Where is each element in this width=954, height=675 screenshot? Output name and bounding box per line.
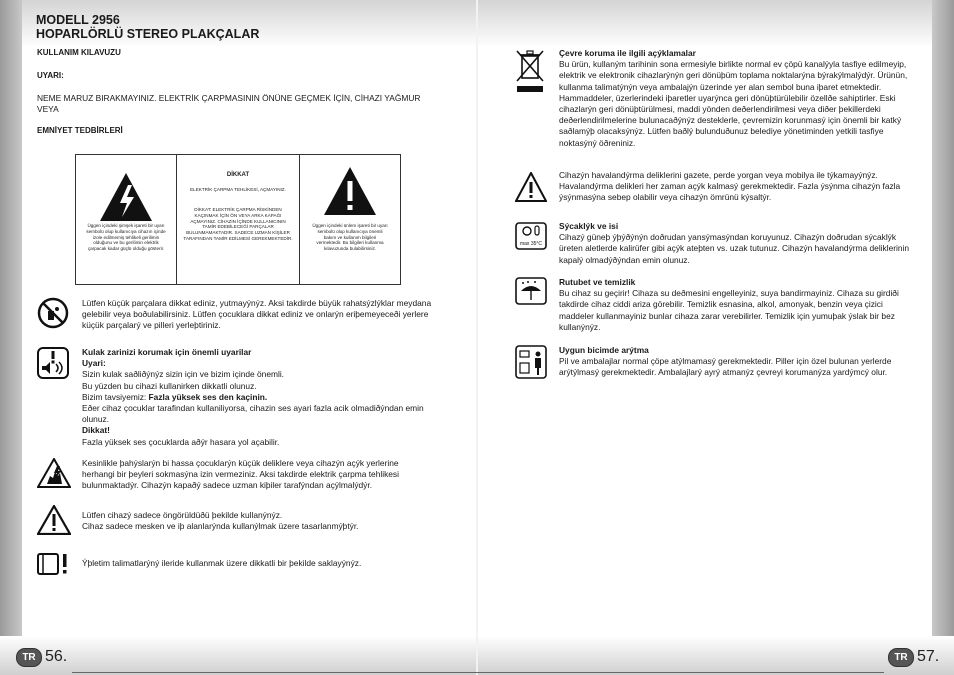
warning-triangle-icon bbox=[37, 505, 71, 535]
environment-heading: Çevre koruma ile ilgili açýklamalar bbox=[559, 48, 696, 58]
hearing-line3-prefix: Bizim tavsiyemiz: bbox=[82, 391, 149, 402]
page-number-right: 57. bbox=[917, 648, 940, 665]
left-page-badge bbox=[16, 646, 67, 668]
lightning-description: Üggen içindeki şimşek işareti bir uyarı sembolü olup kullanıcıya cihazın içinde izole edilmemiş tehlikeli gerilimin olduğunu ve bu gerilimin elektrik çarpacak kadar güçlü olduğu gösterir. bbox=[86, 223, 166, 252]
caution-cell-left bbox=[76, 155, 177, 284]
hearing-line3-bold: Fazla yüksek ses den kaçinin. bbox=[148, 391, 268, 402]
moisture-block bbox=[559, 277, 919, 333]
crossed-bin-icon bbox=[515, 48, 545, 94]
manual-book-icon bbox=[37, 552, 71, 576]
moisture-icon bbox=[515, 277, 547, 305]
hearing-warning-icon bbox=[37, 347, 69, 379]
heat-text: Cihazý güneþ ýþýðýnýn doðrudan yansýmasýndan koruyunuz. Cihazýn doðrudan sýcaklýk üreten aletlerde kalirüfer gibi açýk ateþten vs. uzak tutunuz. Cihazýn havalandýrma deliklerinin kapalý olmadýðýndan emin olunuz. bbox=[559, 232, 910, 265]
exclamation-description: Üggen içindeki ünlem işareti bir uyarı sembolü olup kullanıcıya önemli bakım ve kullanım bilgileri vermektedir. Bu bilgileri kullanma kılavuzunda bulabilirsiniz. bbox=[312, 223, 388, 252]
usage-line1: Lütfen cihazý sadece öngörüldüðü þekilde kullanýnýz. bbox=[82, 510, 283, 520]
right-page-badge bbox=[888, 646, 939, 668]
caution-line2: DİKKAT: ELEKTRİK ÇARPMA RİSKİNDEN KAÇINMAK İÇİN ÖN VEYA ARKA KAPAĞI AÇMAYINIZ. CİHAZIN İÇİNDE KULLANICININ TAMİR EDEBİLECEĞİ PARÇALAR BULUNMAMAKTADIR. SADECE UZMAN KİŞİLER TARAFINDAN TAMİR EDİLMESİ GEREKMEKTEDİR. bbox=[183, 207, 293, 241]
disposal-block bbox=[559, 345, 919, 379]
caution-cell-right bbox=[300, 155, 400, 284]
right-gutter bbox=[932, 0, 954, 675]
hearing-block bbox=[82, 347, 437, 448]
hearing-heading: Kulak zarinizi korumak için önemli uyarilar bbox=[82, 347, 252, 357]
title-model: MODELL 2956 bbox=[36, 13, 120, 27]
page-title bbox=[36, 13, 259, 41]
child-hand-icon bbox=[37, 458, 71, 488]
safety-label: EMNİYET TEDBİRLERİ bbox=[37, 126, 123, 135]
hearing-line4: Eðer cihaz çocuklar tarafindan kullaniliyorsa, cihazin ses ayari fazla acik olmadiðýndan emin olunuz. bbox=[82, 403, 424, 425]
disposal-heading: Uygun bicimde arýtma bbox=[559, 345, 649, 355]
left-gutter bbox=[0, 0, 22, 675]
environment-text: Bu ürün, kullaným tarihinin sona ermesiyle birlikte normal ev çöpü kanalýyla tasfiye edilmeyip, elektrik ve elektronik cihazlarýnýn geri dönüþüm toplama noktalarýna býrakýlmalýdýr. Ürünün, kullanma talimatýnýn veya ambalajýn üzerinde yer alan sembol buna iþaret etmektedir. Hammaddeler, üzerlerindeki iþaretler uyarýnca geri dönüþtürülebilir özellðe sahiptirler. Eski cihazlarýn geri dönüþtürülmesi, maddi yönden deðerlendirilmesi veya diðer þekillerdeki deðerlendirilmelerine bulunacaðýnýz desteklerle, çevremizin korunmasý için önemli bir katký saðlamýþ olacaksýnýz. Lütfen baðlý bulunduðunuz belediye yönetiminden yetkili tasfiye noktasýný öðreniniz. bbox=[559, 59, 908, 148]
heat-icon-label: max 35°C bbox=[519, 241, 543, 247]
language-badge-right: TR bbox=[888, 648, 914, 667]
usage-line2: Cihaz sadece mesken ve iþ alanlarýnda kullanýlmak üzere tasarlanmýþtýr. bbox=[82, 521, 359, 532]
manual-label: KULLANIM KILAVUZU bbox=[37, 48, 121, 57]
hearing-sub: Uyari: bbox=[82, 358, 106, 369]
hearing-line1: Sizin kulak saðliðýnýz sizin için ve bizim içinde önemli. bbox=[82, 369, 285, 380]
children-text: Kesinlikle þahýslarýn bi hassa çocuklarýn küçük deliklere veya cihazýn açýk yerlerine herhangi bir þeyleri sokmasýna izin vermeziniz. Aksi takdirde elektrik çarpma tehlikesi bulunmaktadýr. Cihazýn kapaðý sadece uzman kiþiler tarafýndan açýlmalýdýr. bbox=[82, 458, 399, 491]
disposal-text: Pil ve ambalajlar normal çöpe atýlmamasý gerekmektedir. Piller için özel bulunan yerlerde arýtýlmasý gerekmektedir. Ambalajlarý ayrý atmanýz çevreyi korumanýza yardýmcý olur. bbox=[559, 356, 892, 378]
exclamation-warning-icon bbox=[322, 165, 378, 217]
lightning-warning-icon bbox=[98, 171, 154, 223]
ventilation-text: Cihazýn havalandýrma deliklerini gazete, perde yorgan veya mobilya ile týkamayýnýz. Havalandýrma delikleri her zaman açýk kalmasý gerekmektedir. Fazla ýsýnma cihazýn fazla ýsýnmasýna sebep olabilir veya cihazýn ömrünü kýsaltýr. bbox=[559, 170, 901, 203]
moisture-text: Bu cihaz su geçirir! Cihaza su deðmesini engelleyiniz, suya bandirmayiniz. Cihaza su girdiði takdirde cihaz ciddi ariza görebilir. Temizlik esnasina, alkol, amonyak, benzin veya çizici maddeler kullanmayiniz bunlar cihaza zarar verebilirler. Temizlik için yumuþak ýslak bir bez kullanýnýz. bbox=[559, 288, 899, 332]
manual-storage-text: Ýþletim talimatlarýný ileride kullanmak üzere dikkatli bir þekilde saklayýnýz. bbox=[82, 558, 362, 568]
usage-block bbox=[82, 510, 432, 532]
footer-rule bbox=[72, 672, 884, 673]
language-badge: TR bbox=[16, 648, 42, 667]
heat-heading: Sýcaklýk ve isi bbox=[559, 221, 619, 231]
page-number: 56. bbox=[45, 648, 68, 665]
ventilation-warning-icon bbox=[515, 172, 547, 202]
hearing-line2: Bu yüzden bu cihazi kullanirken dikkatli olunuz. bbox=[82, 380, 257, 391]
small-parts-text: Lütfen küçük parçalara dikkat ediniz, yutmayýnýz. Aksi takdirde büyük rahatsýzlýklar meydana gelebilir veya boðulabilirsiniz. Lütfen çocuklara dikkat ediniz ve onlarýn eriþemeyeceði yerlere küçük parçalarý ve pilleri yerleþtiriniz. bbox=[82, 298, 432, 331]
heat-icon bbox=[515, 222, 547, 250]
environment-block bbox=[559, 48, 919, 149]
hearing-caution-text: Fazla yüksek ses çocuklarda aðýr hasara yol açabilir. bbox=[82, 436, 280, 447]
caution-cell-center bbox=[177, 155, 300, 284]
page-spine bbox=[476, 0, 478, 675]
warning-label: UYARI: bbox=[37, 71, 64, 80]
heat-block bbox=[559, 221, 919, 266]
title-product: HOPARLÖRLÜ STEREO PLAKÇALAR bbox=[36, 27, 260, 41]
caution-line1: ELEKTRİK ÇARPMA TEHLİKESİ, AÇMAYINIZ. bbox=[190, 187, 286, 192]
hearing-caution-label: Dikkat! bbox=[82, 425, 110, 436]
caution-title: DİKKAT bbox=[226, 172, 250, 178]
small-parts-icon bbox=[37, 297, 69, 329]
hearing-line3 bbox=[82, 392, 437, 403]
caution-table bbox=[75, 154, 401, 285]
moisture-heading: Rutubet ve temizlik bbox=[559, 277, 636, 287]
disposal-icon bbox=[515, 345, 547, 379]
warning-text: NEME MARUZ BIRAKMAYINIZ. ELEKTRİK ÇARPMASININ ÖNÜNE GEÇMEK İÇİN, CİHAZI YAĞMUR VEYA bbox=[37, 93, 421, 115]
